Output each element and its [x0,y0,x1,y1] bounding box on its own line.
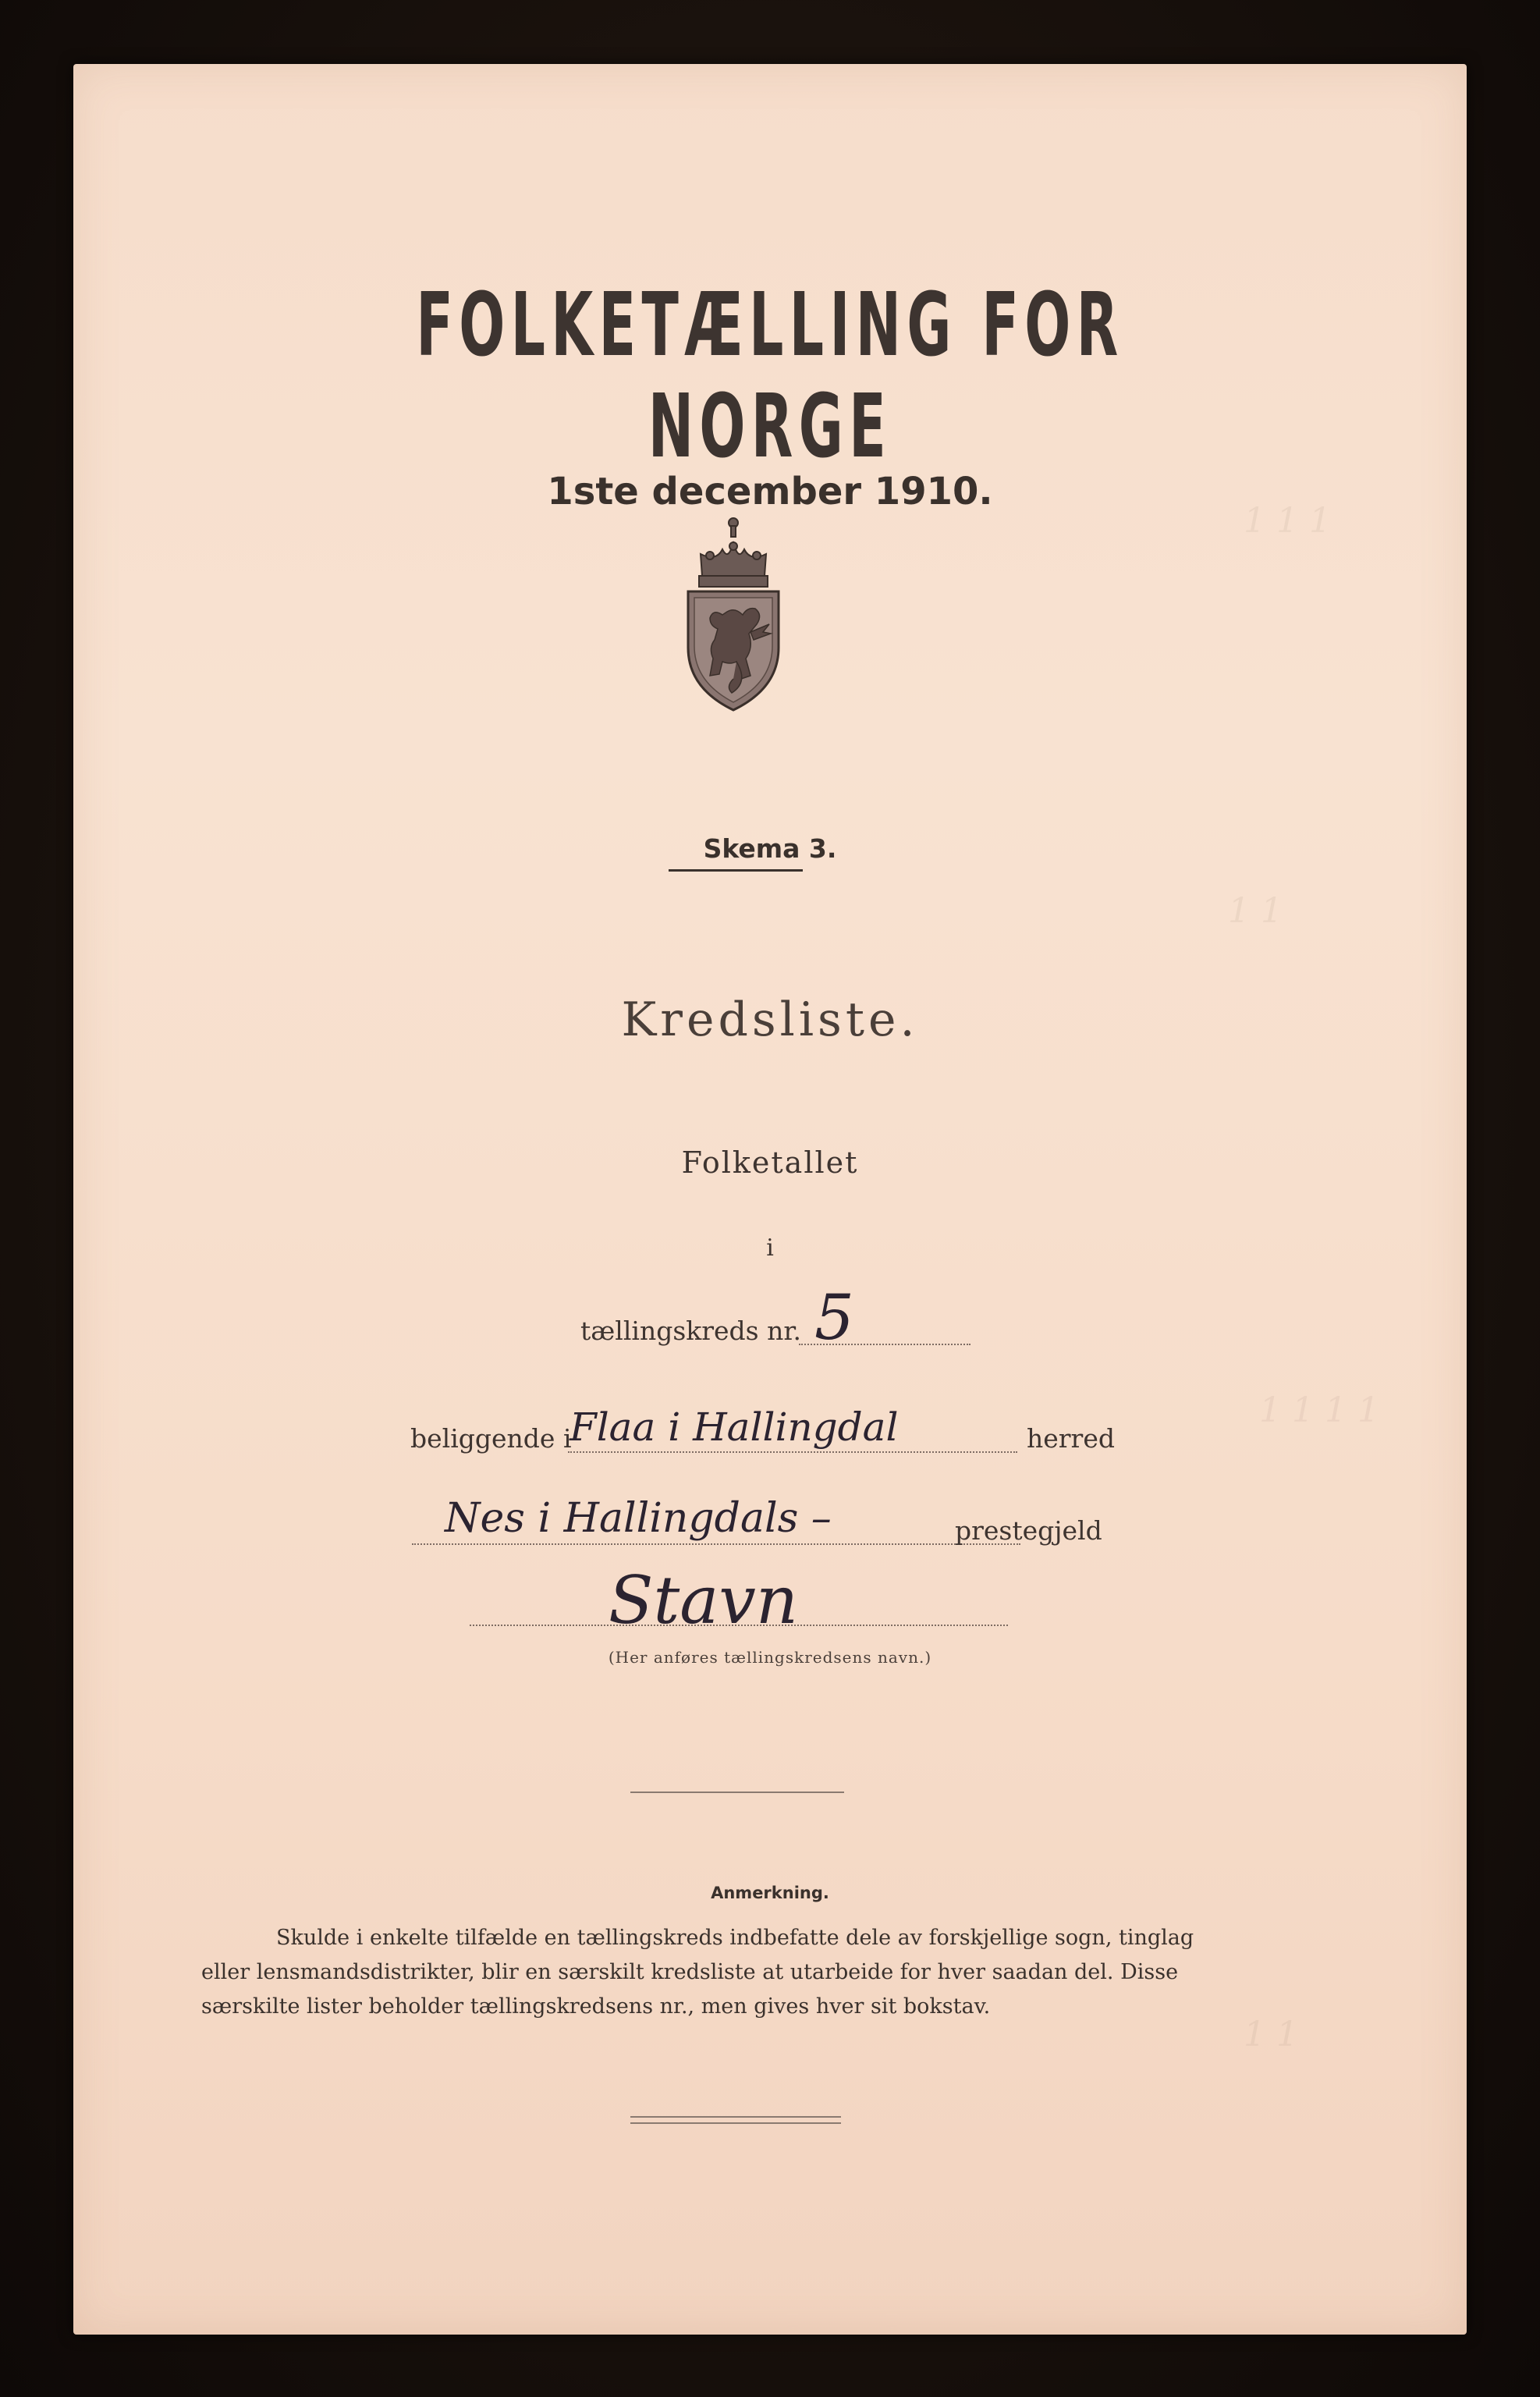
section-divider [630,1792,844,1793]
census-date: 1ste december 1910. [547,470,993,513]
parish-field-line [412,1543,1020,1545]
district-name-hint: (Her anføres tællingskredsens navn.) [608,1648,932,1667]
population-label: Folketallet [681,1145,859,1180]
herred-label: herred [1027,1423,1115,1454]
note-line: eller lensmandsdistrikter, blir en særskilt kredsliste at utarbeide for hver saadan del. Disse [201,1960,1179,1984]
census-district-value: 5 [814,1281,854,1354]
bleed-through-text: 1 1 [1244,2015,1298,2054]
parish-label: prestegjeld [955,1515,1102,1546]
located-in-label: beliggende i [410,1423,572,1454]
bleed-through-text: 1 1 1 [1244,501,1331,541]
schema-number: Skema 3. [703,833,837,864]
preposition-i: i [766,1234,774,1262]
note-heading: Anmerkning. [711,1884,829,1902]
bleed-through-text: 1 1 1 1 [1259,1390,1379,1430]
census-form-page [73,64,1467,2335]
located-in-field-line [568,1451,1017,1453]
schema-underline [669,869,803,872]
document-title: FOLKETÆLLING FOR NORGE [416,275,1124,478]
note-paragraph [201,1921,1356,2024]
note-line: Skulde i enkelte tilfælde en tællingskreds indbefatte dele av forskjellige sogn, tinglag [276,1926,1194,1950]
form-heading: Kredsliste. [621,993,919,1047]
located-in-value: Flaa i Hallingdal [570,1404,899,1450]
parish-value: Nes i Hallingdals – [445,1495,832,1542]
closing-double-rule [630,2116,841,2124]
district-name-value: Stavn [609,1562,798,1639]
census-district-label: tællingskreds nr. [580,1316,801,1346]
bleed-through-text: 1 1 [1228,891,1283,931]
note-line: særskilte lister beholder tællingskredsens nr., men gives hver sit bokstav. [201,1994,991,2019]
norwegian-coat-of-arms-icon [679,515,788,718]
